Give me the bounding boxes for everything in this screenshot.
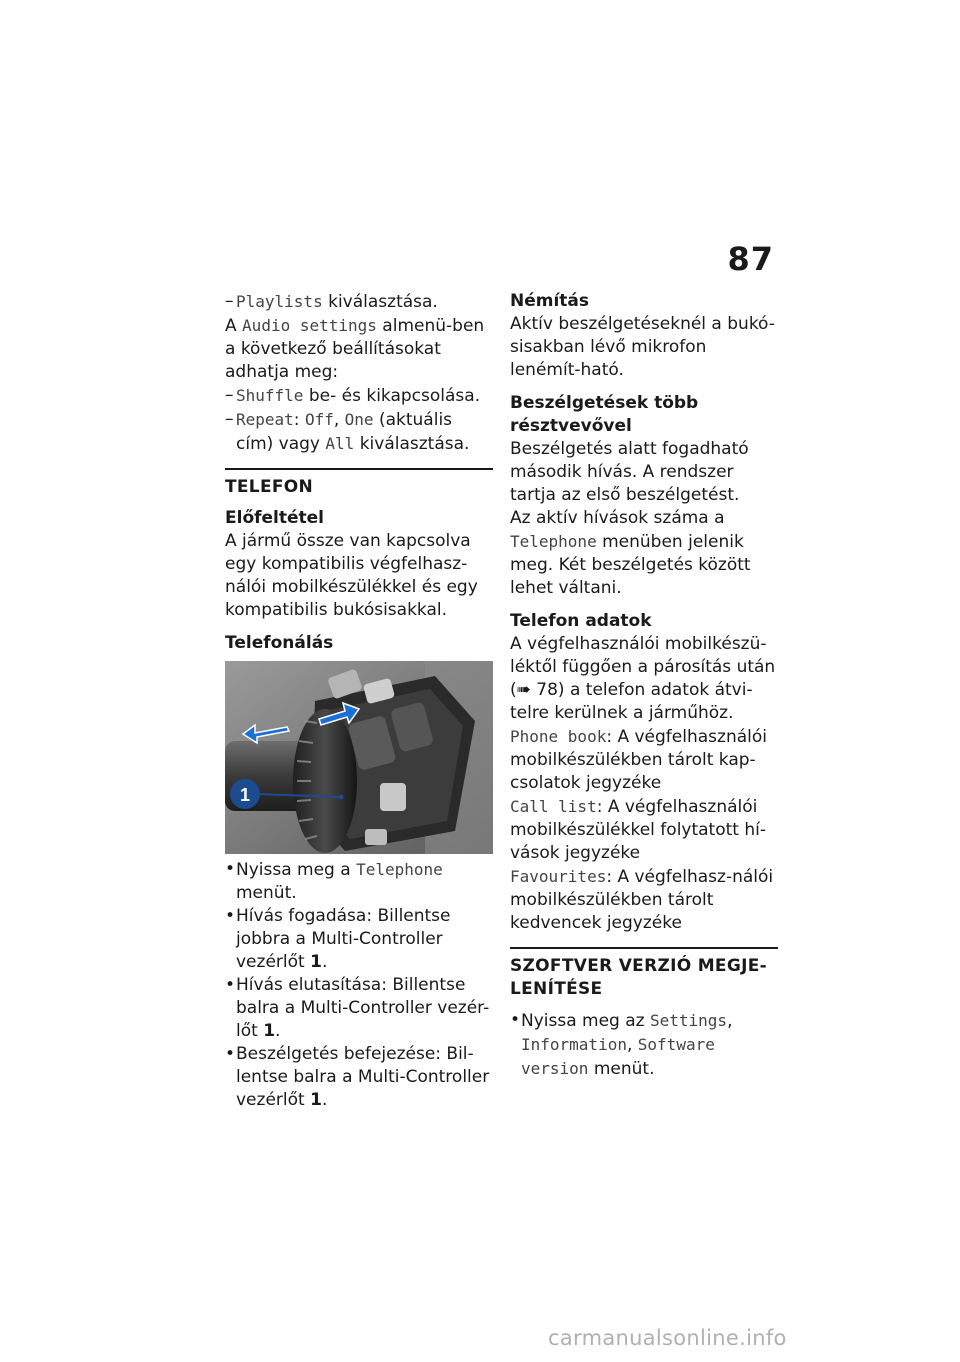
paragraph-telefon-adatok xyxy=(510,633,778,725)
section-title-szoftver: SZOFTVER VERZIÓ MEGJE-LENÍTÉSE xyxy=(510,956,767,999)
code-all: All xyxy=(325,434,355,453)
code-repeat: Repeat xyxy=(236,410,294,429)
paragraph-aktiv-hivasok xyxy=(510,507,778,600)
text: almenü-ben a következő beállításokat adhatja meg: xyxy=(225,316,485,382)
paragraph-elofeltetel: A jármű össze van kapcsolva egy kompatibilis végfelhasz-nálói mobilkészülékkel és egy kompatibilis bukósisakkal. xyxy=(225,531,478,620)
definition-phone-book xyxy=(510,725,778,795)
left-column xyxy=(225,290,493,1112)
code-one: One xyxy=(344,410,374,429)
list-item-text: kiválasztása. xyxy=(322,292,438,312)
code-information: Information xyxy=(521,1035,627,1054)
right-column xyxy=(510,290,778,1081)
handlebar-controller-figure xyxy=(225,661,493,854)
subheading-telefon-adatok: Telefon adatok xyxy=(510,611,652,631)
text: 78) a telefon adatok átvi-telre kerülnek a járműhöz. xyxy=(510,680,753,723)
section-divider xyxy=(510,947,778,949)
text: A xyxy=(225,316,243,336)
text: A végfelhasználói mobilkészü-léktől függően a párosítás után ( xyxy=(510,634,776,700)
text: Beszélgetés befejezése: Bil-lentse balra a Multi-Controller vezérlőt xyxy=(236,1044,490,1110)
text: . xyxy=(321,952,328,972)
subheading-tobb-resztvevo: Beszélgetések több résztvevővel xyxy=(510,393,699,436)
code-settings: Settings xyxy=(650,1011,728,1030)
text: : A végfelhasználói mobilkészülékkel folytatott hí-vások jegyzéke xyxy=(510,797,766,863)
text: Az aktív hívások száma a xyxy=(510,508,725,528)
list-item-playlists xyxy=(225,290,493,314)
code-shuffle: Shuffle xyxy=(236,386,304,405)
handlebar-controller-illustration xyxy=(225,661,493,854)
list-item-text: be- és kikapcsolása. xyxy=(303,386,481,406)
list-item xyxy=(510,1009,778,1081)
sep: , xyxy=(727,1011,733,1031)
sep: , xyxy=(333,410,345,430)
code-phone-book: Phone book xyxy=(510,727,607,746)
code-telephone: Telephone xyxy=(356,860,443,879)
list-item xyxy=(225,1043,493,1112)
audio-settings-paragraph xyxy=(225,314,493,384)
paragraph-nemitas: Aktív beszélgetéseknél a bukó-sisakban lévő mikrofon lenémít-ható. xyxy=(510,314,775,380)
code-favourites: Favourites xyxy=(510,867,607,886)
callout-reference: 1 xyxy=(263,1021,276,1041)
list-item xyxy=(225,974,493,1043)
text: menüt. xyxy=(236,883,297,903)
text: kiválasztása. xyxy=(354,434,470,454)
code-telephone: Telephone xyxy=(510,532,597,551)
list-item xyxy=(225,858,493,905)
callout-reference: 1 xyxy=(310,952,322,972)
section-divider xyxy=(225,468,493,470)
page-number: 87 xyxy=(727,240,774,278)
text: Hívás fogadása: Billentse jobbra a Multi-Controller vezérlőt xyxy=(236,906,451,972)
list-item xyxy=(225,905,493,974)
definition-call-list xyxy=(510,795,778,865)
footer-watermark-url: carmanualsonline.info xyxy=(548,1326,787,1350)
sep: , xyxy=(626,1035,638,1055)
code-playlists: Playlists xyxy=(236,292,323,311)
figure-callout-number: 1 xyxy=(239,785,251,805)
text: (aktuális cím) vagy xyxy=(236,410,453,454)
code-call-list: Call list xyxy=(510,797,597,816)
text: menüben jelenik meg. Két beszélgetés között lehet váltani. xyxy=(510,532,751,598)
list-item-shuffle xyxy=(225,384,493,408)
code-software-version: Software version xyxy=(521,1035,715,1078)
text: menüt. xyxy=(588,1059,655,1079)
page-reference-arrow-icon: ➠ xyxy=(516,680,531,700)
paragraph-tobb-resztvevo: Beszélgetés alatt fogadható második hívás. A rendszer tartja az első beszélgetést. xyxy=(510,439,749,505)
text: : A végfelhasz-nálói mobilkészülékben tárolt kedvencek jegyzéke xyxy=(510,867,774,933)
text: : A végfelhasználói mobilkészülékben tárolt kap-csolatok jegyzéke xyxy=(510,727,767,793)
list-item-repeat xyxy=(225,408,493,456)
subheading-telefonalas: Telefonálás xyxy=(225,633,334,653)
text: . xyxy=(321,1090,328,1110)
subheading-nemitas: Némítás xyxy=(510,291,590,311)
callout-reference: 1 xyxy=(310,1090,322,1110)
text: Nyissa meg a xyxy=(236,860,357,880)
sep: : xyxy=(293,410,305,430)
text: Nyissa meg az xyxy=(521,1011,650,1031)
code-audio-settings: Audio settings xyxy=(242,316,377,335)
text: . xyxy=(275,1021,281,1041)
text: Hívás elutasítása: Billentse balra a Multi-Controller vezér-lőt xyxy=(236,975,490,1041)
code-off: Off xyxy=(304,410,334,429)
subheading-elofeltetel: Előfeltétel xyxy=(225,508,325,528)
definition-favourites xyxy=(510,865,778,935)
section-title-telefon: TELEFON xyxy=(225,477,314,497)
